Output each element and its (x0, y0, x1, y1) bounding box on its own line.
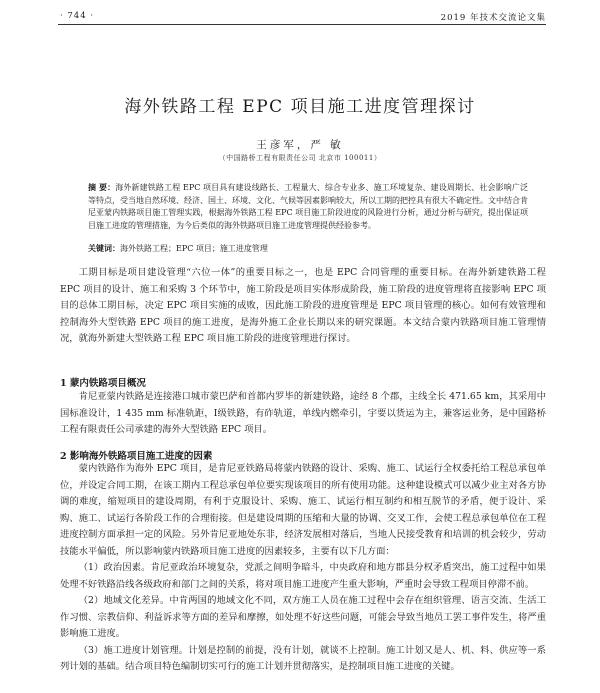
introduction (60, 265, 546, 348)
section-2-intro: 蒙内铁路作为海外 EPC 项目，是肯尼亚铁路局将蒙内铁路的设计、采购、施工、试运行全权委托给工程总承包单位，并设定合同工期，在该工期内工程总承包单位要实现该项目的所有使用功能。这种建设模式可以减少业主对各方协调的难度，缩短项目的建设周期，有利于克服设计、采购、施工、试运行相互制约和相互脱节的矛盾，便于设计、采购、施工、试运行各阶段工作的合理衔接。但是建设周期的压缩和大量的协调、交叉工作，会使工程总承包单位在工程进度控制方面承担一定的风险。另外肯尼亚地处东非，经济发展相对落后，当地人民接受教育和培训的机会较少，劳动技能水平偏低，所以影响蒙内铁路项目施工进度的因素较多，主要有以下几方面： (60, 463, 546, 557)
section-2-item-culture: （2）地域文化差异。中肯两国的地域文化不同，双方施工人员在施工过程中会存在组织管理、语言交流、生活工作习惯、宗教信仰、利益诉求等方面的差异和摩擦，如处理不好这些问题，可能会导致当地员工罢工事件发生，将严重影响施工进度。 (60, 595, 546, 639)
authors: 王彦军，严 敏 (256, 139, 344, 151)
keywords-text: 海外铁路工程；EPC 项目；施工进度管理 (120, 244, 268, 253)
section-2-item-schedule: （3）施工进度计划管理。计划是控制的前提，没有计划，就谈不上控制。施工计划又是人、机、料、供应等一系列计划的基础。结合项目特色编制切实可行的施工计划并贯彻落实，是控制项目施工进度的关键。 (60, 644, 546, 672)
keywords-label: 关键词： (88, 243, 120, 253)
paper-title: 海外铁路工程 EPC 项目施工进度管理探讨 (124, 97, 476, 117)
section-1-heading: 1 蒙内铁路项目概况 (60, 378, 146, 389)
page-number: · 744 · (60, 11, 95, 21)
section-1 (60, 389, 546, 439)
intro-paragraph: 工期目标是项目建设管理“六位一体”的重要目标之一，也是 EPC 合同管理的重要目标。在海外新建铁路工程 EPC 项目的设计、施工和采购 3 个环节中，施工阶段是项目实体形成阶段，施工阶段的进度管理将直接影响 EPC 项目的总体工期目标，决定 EPC 项目实施的成败，因此施工阶段的进度管理是 EPC 项目管理的核心。如何有效管理和控制海外大型铁路 EPC 项目的施工进度，是海外施工企业长期以来的研究课题。本文结合蒙内铁路项目施工管理情况，就海外新建大型铁路工程 EPC 项目施工阶段的进度管理进行探讨。 (60, 267, 546, 344)
affiliation: （中国路桥工程有限责任公司 北京市 100011） (218, 154, 382, 162)
abstract-label: 摘 要： (88, 182, 116, 192)
running-header (58, 8, 546, 25)
abstract (88, 181, 528, 232)
section-2-item-politics: （1）政治因素。肯尼亚政治环境复杂，党派之间明争暗斗，中央政府和地方郡县分权矛盾突出，施工过程中如果处理不好铁路沿线各级政府和部门之间的关系，将对项目施工进度产生重大影响，严重时会导致工程项目停滞不前。 (60, 562, 546, 590)
journal-name: 2019 年技术交流论文集 (440, 13, 546, 23)
abstract-text: 海外新建铁路工程 EPC 项目具有建设线路长、工程量大、综合专业多、施工环境复杂、建设周期长、社会影响广泛等特点，受当地自然环境、经济、国土、环境、文化、气候等因素影响较大，所以工期的把控具有很大不确定性。文中结合肯尼亚蒙内铁路项目施工管理实践，根据海外铁路工程 EPC 项目施工阶段进度的风险进行分析，通过分析与研究，提出保证项目施工进度的管理措施，为今后类似的海外铁路项目施工进度管理提供经验参考。 (88, 183, 528, 230)
section-2 (60, 461, 546, 676)
section-1-paragraph: 肯尼亚蒙内铁路是连接港口城市蒙巴萨和首都内罗毕的新建铁路，途经 8 个郡，主线全长 471.65 km，其采用中国标准设计，1 435 mm 标准轨距，Ⅰ级铁路，有砟轨道，单线内燃牵引，宇要以货运为主，兼客运业务，是中国路桥工程有限责任公司承建的海外大型铁路 EPC 项目。 (60, 391, 546, 435)
keywords (88, 242, 528, 255)
section-2-heading: 2 影响海外铁路项目施工进度的因素 (60, 451, 213, 462)
